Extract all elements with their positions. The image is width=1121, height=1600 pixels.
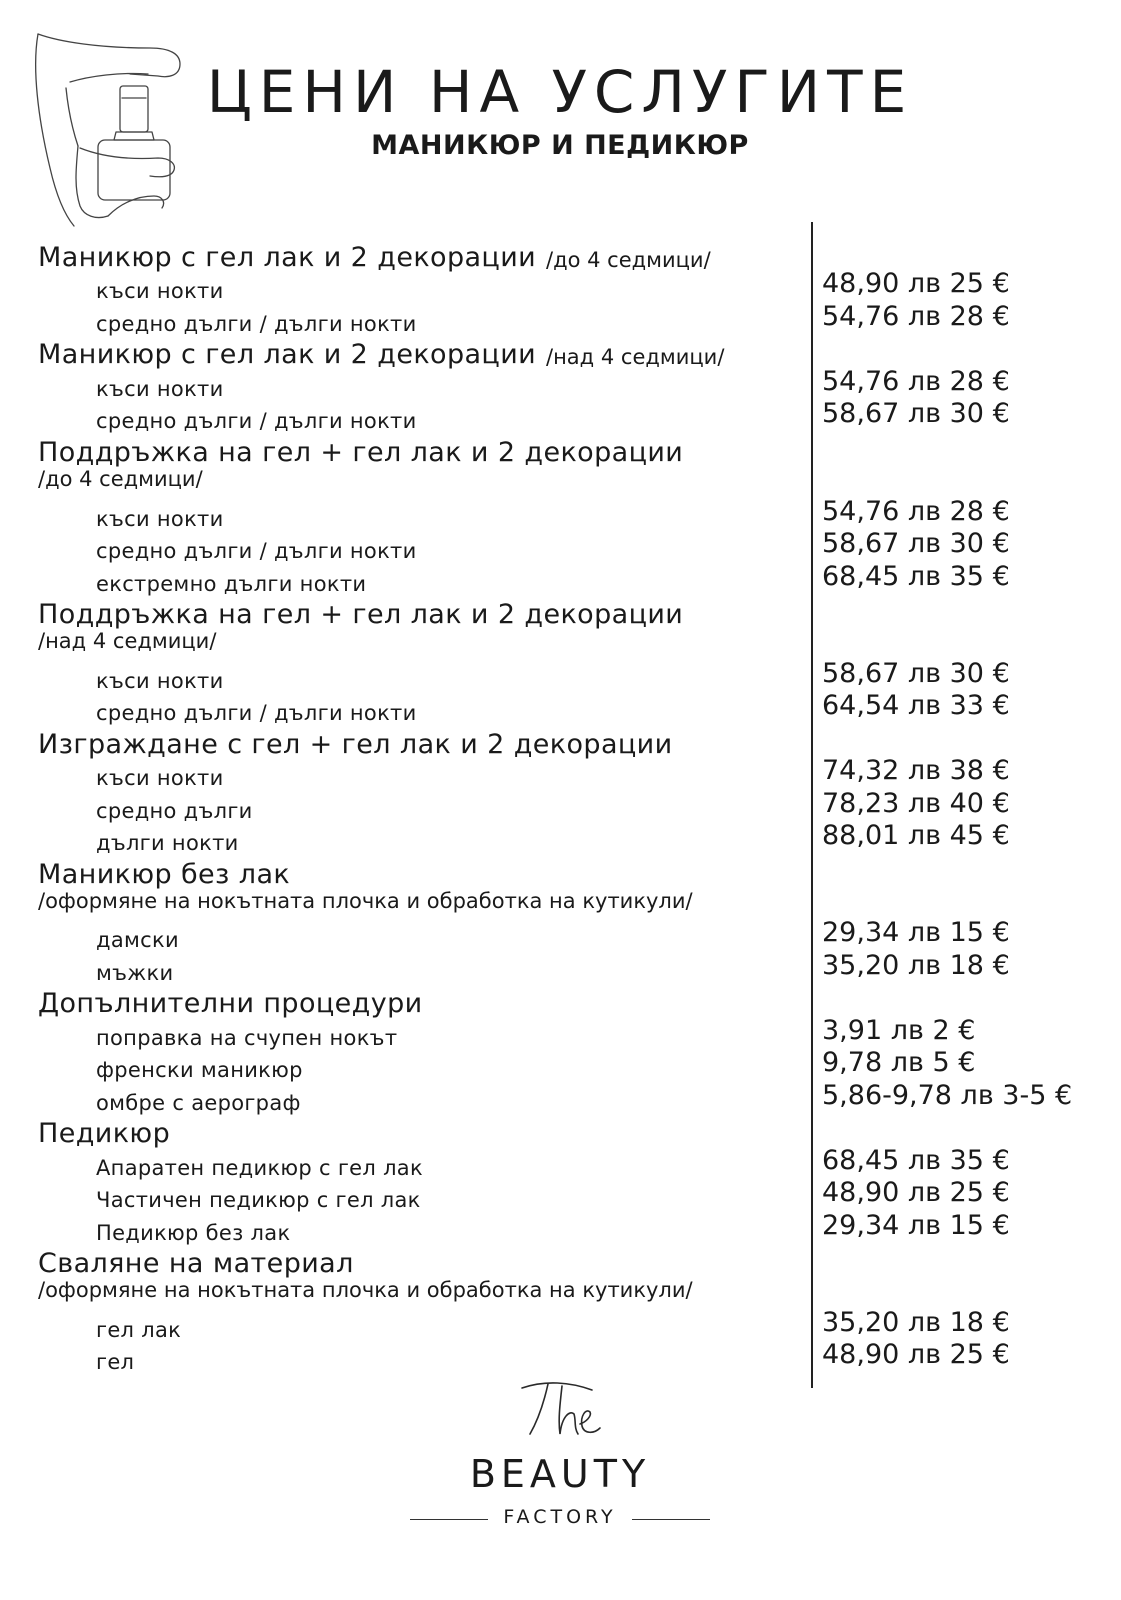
section-title: Маникюр без лак (38, 858, 291, 890)
service-label: екстремно дълги нокти (96, 571, 367, 596)
price-row (0, 1209, 1121, 1248)
service-label: къси нокти (96, 668, 224, 693)
service-price: 3,91 лв 2 € (822, 1014, 976, 1046)
service-label: къси нокти (96, 279, 224, 304)
service-price: 35,20 лв 18 € (822, 1306, 1010, 1338)
section-note: /над 4 седмици/ (38, 629, 217, 654)
service-price: 48,90 лв 25 € (822, 1339, 1010, 1371)
service-price: 78,23 лв 40 € (822, 787, 1010, 819)
price-row (0, 949, 1121, 988)
section-title: Поддръжка на гел + гел лак и 2 декорации (38, 436, 684, 468)
page-subtitle: МАНИКЮР И ПЕДИКЮР (371, 130, 749, 161)
service-label: къси нокти (96, 766, 224, 791)
logo-word: BEAUTY (469, 1452, 651, 1496)
service-label: средно дълги / дълги нокти (96, 311, 417, 336)
section-title: Педикюр (38, 1118, 171, 1150)
service-label: средно дълги / дълги нокти (96, 701, 417, 726)
service-price: 88,01 лв 45 € (822, 820, 1010, 852)
service-label: френски маникюр (96, 1058, 303, 1083)
service-price: 5,86-9,78 лв 3-5 € (822, 1079, 1073, 1111)
section-note-row (0, 889, 1121, 921)
service-label: гел (96, 1350, 135, 1375)
service-label: омбре с аерограф (96, 1090, 301, 1115)
service-price: 58,67 лв 30 € (822, 528, 1010, 560)
service-label: Апаратен педикюр с гел лак (96, 1155, 423, 1180)
service-price: 48,90 лв 25 € (822, 268, 1010, 300)
service-label: дълги нокти (96, 831, 239, 856)
service-price: 54,76 лв 28 € (822, 365, 1010, 397)
price-row (0, 398, 1121, 436)
price-row (0, 300, 1121, 339)
service-label: Частичен педикюр с гел лак (96, 1188, 421, 1213)
price-row (0, 820, 1121, 858)
service-price: 54,76 лв 28 € (822, 495, 1010, 527)
section-header (0, 859, 1121, 891)
price-row (0, 1079, 1121, 1118)
section-note-row (0, 1278, 1121, 1310)
section-note: /до 4 седмици/ (38, 467, 203, 492)
section-note-row (0, 629, 1121, 661)
service-label: дамски (96, 928, 179, 953)
logo-rule-right (632, 1519, 710, 1520)
service-price: 68,45 лв 35 € (822, 1144, 1010, 1176)
section-title: Сваляне на материал (38, 1247, 354, 1279)
section-note: /оформяне на нокътната плочка и обработка на кутикули/ (38, 889, 693, 913)
service-price: 9,78 лв 5 € (822, 1047, 976, 1079)
section-note-row (0, 467, 1121, 499)
page-title: ЦЕНИ НА УСЛУГИТЕ (206, 58, 914, 126)
price-row (0, 690, 1121, 728)
logo-subword: FACTORY (503, 1506, 617, 1528)
service-label: къси нокти (96, 376, 224, 401)
section-header (0, 437, 1121, 469)
service-price: 29,34 лв 15 € (822, 917, 1010, 949)
service-price: 64,54 лв 33 € (822, 690, 1010, 722)
section-title: Маникюр с гел лак и 2 декорации (38, 339, 537, 371)
service-label: средно дълги / дълги нокти (96, 539, 417, 564)
service-price: 54,76 лв 28 € (822, 300, 1010, 332)
service-price: 58,67 лв 30 € (822, 398, 1010, 430)
service-label: къси нокти (96, 506, 224, 531)
service-price: 48,90 лв 25 € (822, 1177, 1010, 1209)
section-header (0, 599, 1121, 631)
section-header (0, 1248, 1121, 1280)
section-note: /над 4 седмици/ (546, 345, 725, 370)
price-row (0, 1339, 1121, 1377)
service-price: 58,67 лв 30 € (822, 657, 1010, 689)
section-note: /оформяне на нокътната плочка и обработка на кутикули/ (38, 1278, 693, 1303)
service-price: 74,32 лв 38 € (822, 755, 1010, 787)
brand-logo (400, 1376, 720, 1546)
logo-script-the (500, 1376, 620, 1446)
service-label: средно дълги / дълги нокти (96, 409, 417, 434)
service-price: 68,45 лв 35 € (822, 560, 1010, 592)
section-note: /до 4 седмици/ (546, 248, 711, 272)
logo-factory-row (410, 1506, 710, 1532)
section-title: Изграждане с гел + гел лак и 2 декорации (38, 728, 673, 760)
service-label: Педикюр без лак (96, 1220, 291, 1245)
service-label: средно дълги (96, 798, 253, 823)
service-price: 35,20 лв 18 € (822, 949, 1010, 981)
service-label: мъжки (96, 960, 174, 985)
service-label: гел лак (96, 1317, 182, 1342)
section-title: Маникюр с гел лак и 2 декорации (38, 242, 537, 273)
section-title: Допълнителни процедури (38, 988, 423, 1020)
service-price: 29,34 лв 15 € (822, 1209, 1010, 1241)
service-label: поправка на счупен нокът (96, 1025, 398, 1050)
price-row (0, 560, 1121, 599)
section-title: Поддръжка на гел + гел лак и 2 декорации (38, 598, 684, 630)
